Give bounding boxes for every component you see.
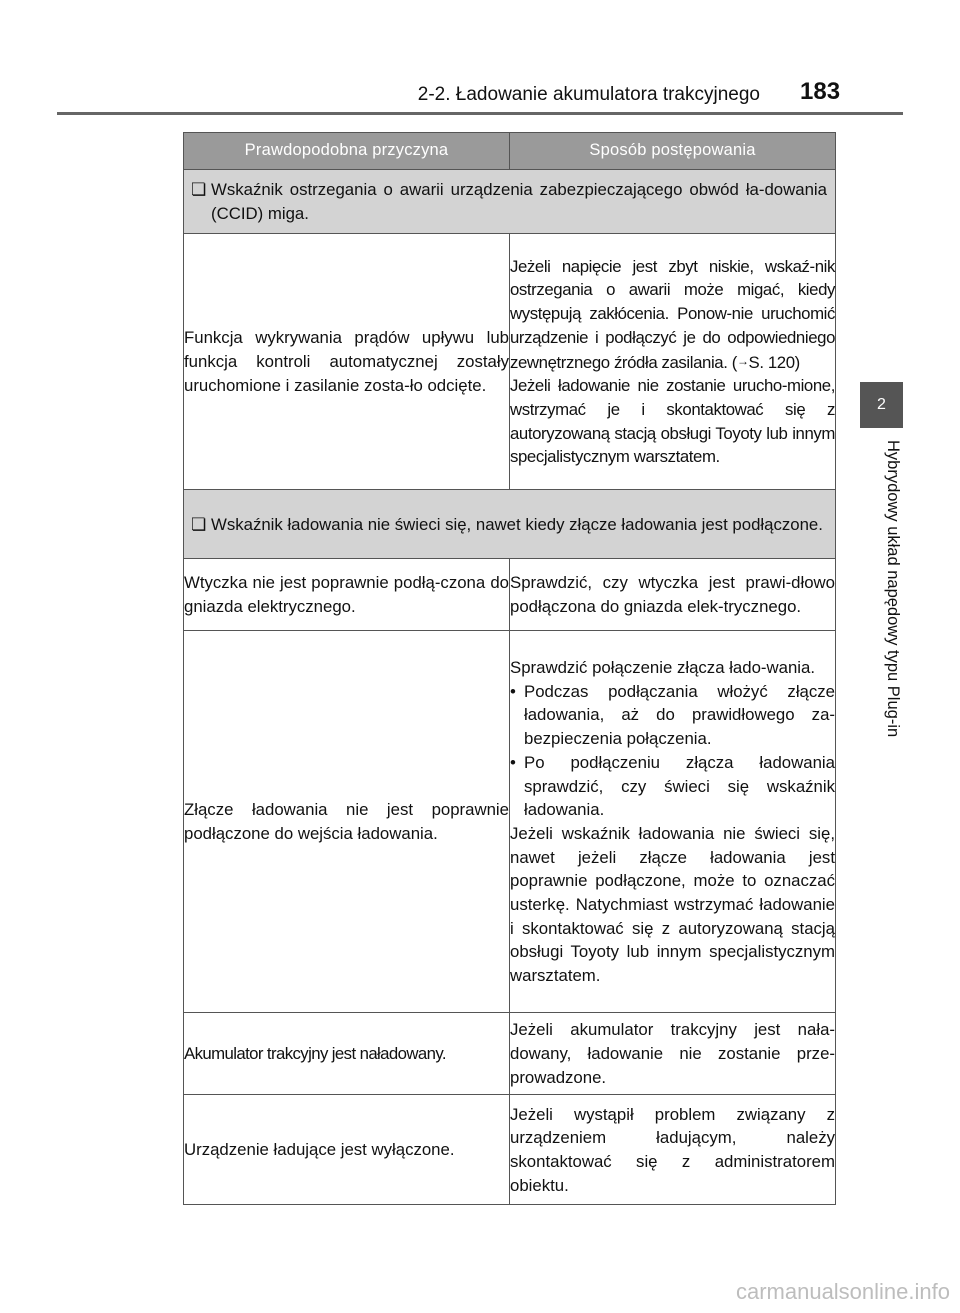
- table-row: [184, 1013, 836, 1095]
- action-text: Jeżeli ładowanie nie zostanie urucho-mione, wstrzymać je i skontaktować się z autoryzowaną stacją obsługi Toyoty lub innym specjalistycznym warsztatem.: [510, 376, 835, 467]
- chapter-tab: 2: [860, 382, 903, 428]
- page-number: 183: [800, 78, 841, 105]
- watermark: carmanualsonline.info: [735, 1279, 950, 1304]
- page-reference: S. 120): [748, 352, 800, 372]
- bullet-icon: •: [510, 681, 516, 701]
- cause-cell: Urządzenie ładujące jest wyłączone.: [184, 1095, 510, 1205]
- bullet-icon: •: [510, 752, 516, 772]
- column-header-action: Sposób postępowania: [510, 133, 836, 170]
- action-cell: [510, 234, 836, 490]
- section-title-text: Wskaźnik ładowania nie świeci się, nawet kiedy złącze ładowania jest podłączone.: [211, 514, 823, 534]
- bullet-text: Po podłączeniu złącza ładowania sprawdzić, czy świeci się wskaźnik ładowania.: [524, 752, 835, 820]
- table-header-row: [184, 133, 836, 170]
- table-row: [184, 559, 836, 631]
- bullet-text: Podczas podłączania włożyć złącze ładowania, aż do prawidłowego za-bezpieczenia połączenia.: [524, 681, 835, 749]
- arrow-right-icon: →: [736, 353, 749, 368]
- column-header-cause: Prawdopodobna przyczyna: [184, 133, 510, 170]
- action-cell: Jeżeli wystąpił problem związany z urządzeniem ładującym, należy skontaktować się z administratorem obiektu.: [510, 1095, 836, 1205]
- cause-cell: Akumulator trakcyjny jest naładowany.: [184, 1013, 510, 1095]
- action-cell: Jeżeli akumulator trakcyjny jest nała-dowany, ładowanie nie zostanie prze-prowadzone.: [510, 1013, 836, 1095]
- action-outro: Jeżeli wskaźnik ładowania nie świeci się, nawet jeżeli złącze ładowania jest poprawnie podłączone, może to oznaczać usterkę. Natychmiast wstrzymać ładowanie i skontaktować się z autoryzowaną stacją obsługi Toyoty lub innym specjalistycznym warsztatem.: [510, 823, 835, 986]
- section-header: [184, 170, 836, 234]
- troubleshooting-table: [183, 132, 836, 1205]
- cause-cell: Funkcja wykrywania prądów upływu lub funkcja kontroli automatycznej zostały uruchomione i zasilanie zosta-ło odcięte.: [184, 234, 510, 490]
- section-title: 2-2. Ładowanie akumulatora trakcyjnego: [417, 84, 760, 105]
- cause-cell: Złącze ładowania nie jest poprawnie podłączone do wejścia ładowania.: [184, 631, 510, 1013]
- cause-cell: Wtyczka nie jest poprawnie podłą-czona do gniazda elektrycznego.: [184, 559, 510, 631]
- header-rule: [57, 112, 903, 115]
- list-item: [510, 751, 835, 822]
- list-item: [510, 680, 835, 751]
- checkbox-icon: ❏: [191, 514, 207, 534]
- table-row: [184, 1095, 836, 1205]
- chapter-label: Hybrydowy układ napędowy typu Plug-in: [884, 440, 902, 738]
- checkbox-icon: ❏: [191, 180, 207, 199]
- section-header: [184, 490, 836, 559]
- action-cell: [510, 631, 836, 1013]
- table-row: [184, 234, 836, 490]
- action-cell: Sprawdzić, czy wtyczka jest prawi-dłowo podłączona do gniazda elek-trycznego.: [510, 559, 836, 631]
- action-text: Jeżeli napięcie jest zbyt niskie, wskaź-nik ostrzegania o awarii może migać, kiedy występują zakłócenia. Ponow-nie uruchomić urządzenie i podłączyć je do odpowiedniego zewnętrznego źródła zasilania. (: [510, 256, 835, 372]
- table-row: [184, 631, 836, 1013]
- action-intro: Sprawdzić połączenie złącza łado-wania.: [510, 657, 816, 677]
- section-title-text: Wskaźnik ostrzegania o awarii urządzenia zabezpieczającego obwód ła-dowania (CCID) miga.: [211, 180, 827, 223]
